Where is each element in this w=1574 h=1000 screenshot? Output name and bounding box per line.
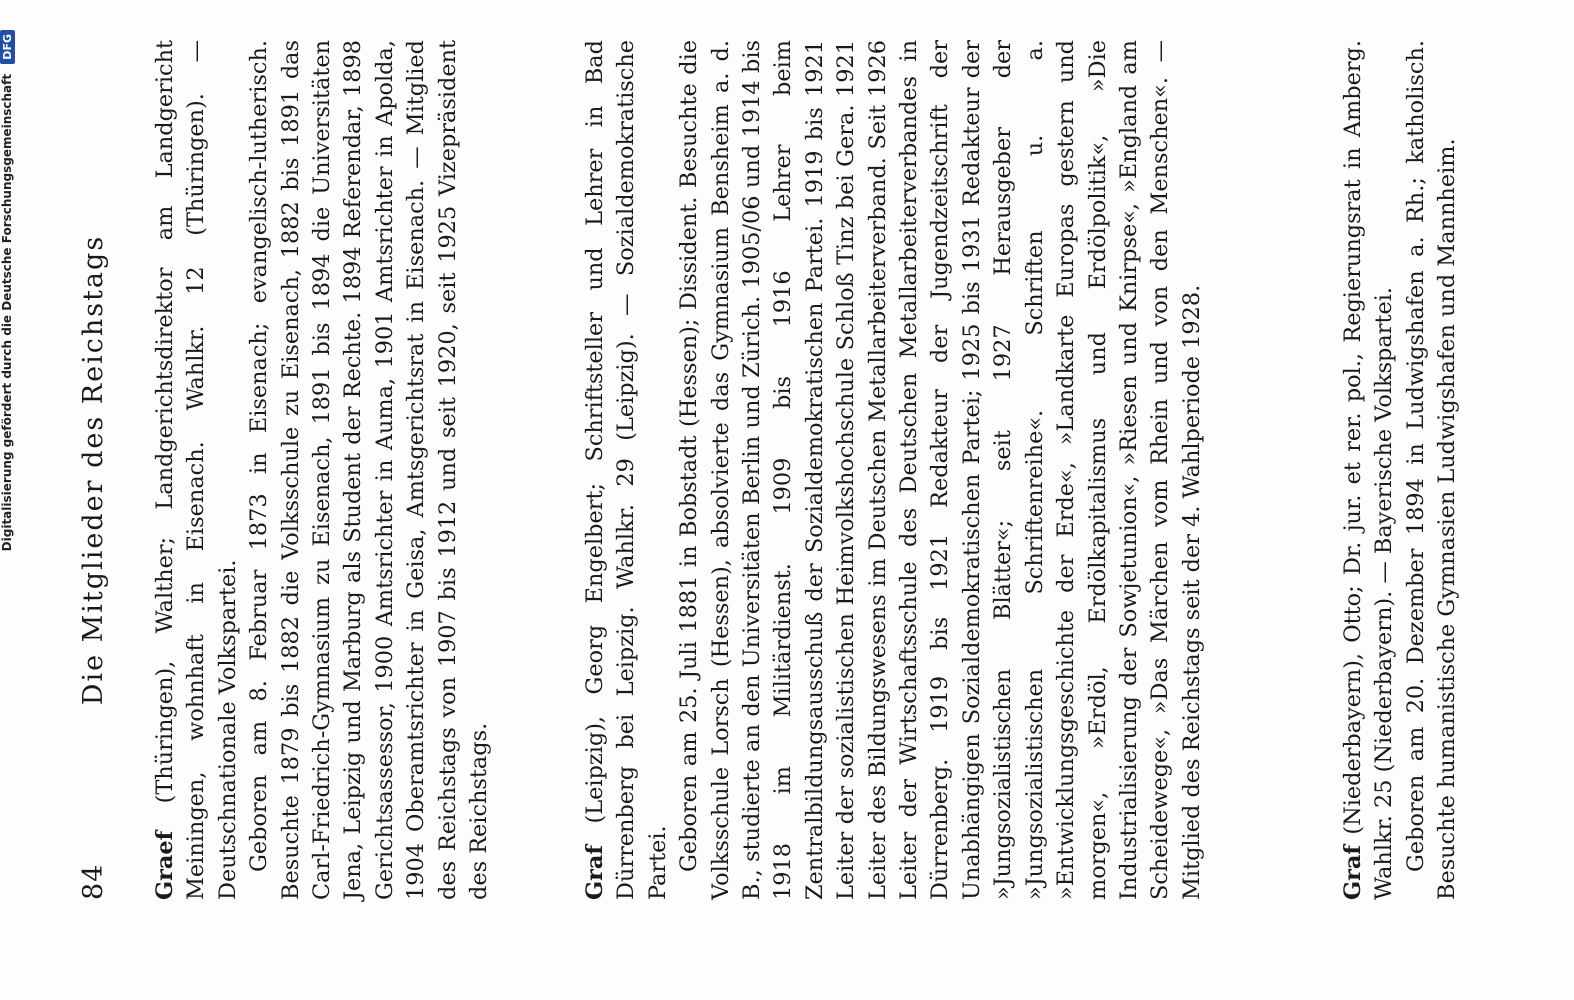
entry-header-text: (Leipzig), Georg Engelbert; Schriftsteller und Lehrer in Bad Dürrenberg bei Leipzig. Wahlkr. 29 (Leipzig). — Sozialdemokratische Partei.	[582, 40, 671, 900]
digitization-credit	[0, 30, 24, 930]
running-title: Die Mitglieder des Reichstags	[78, 234, 109, 706]
entry-header-text: (Thüringen), Walther; Landgerichtsdirektor am Landgericht Meiningen, wohnhaft in Eisenach. Wahlkr. 12 (Thüringen). — Deutschnationale Volkspartei.	[152, 40, 241, 900]
biography-entry	[150, 40, 495, 900]
entry-header	[150, 40, 244, 900]
entry-header	[580, 40, 674, 900]
credit-text: Digitalisierung gefördert durch die Deutsche Forschungsgemeinschaft	[0, 73, 14, 552]
entry-name: Graf	[582, 844, 608, 900]
page-header	[78, 40, 118, 900]
biography-entry	[580, 40, 1208, 900]
entry-body: Geboren am 25. Juli 1881 in Bobstadt (Hessen); Dissident. Besuchte die Volksschule Lorsch (Hessen), absolvierte das Gymnasium Bensheim a. d. B., studierte an den Universitäten Berlin und Zürich. 1905/06 und 1914 bis 1918 im Militärdienst. 1909 bis 1916 Lehrer beim Zentralbildungsausschuß der Sozialdemokratischen Partei. 1919 bis 1921 Leiter der sozialistischen Heimvolkshochschule Schloß Tinz bei Gera. 1921 Leiter des Bildungswesens im Deutschen Metallarbeiterverband. Seit 1926 Leiter der Wirtschaftsschule des Deutschen Metallarbeiterverbandes in Dürrenberg. 1919 bis 1921 Redakteur der Jugendzeitschrift der Unabhängigen Sozialdemokratischen Partei; 1925 bis 1931 Redakteur der »Jungsozialistischen Blätter«; seit 1927 Herausgeber der »Jungsozialistischen Schriftenreihe«. Schriften u. a. »Entwicklungsgeschichte der Erde«, »Landkarte Europas gestern und morgen«, »Erdöl, Erdölkapitalismus und Erdölpolitik«, »Die Industrialisierung der Sowjetunion«, »Riesen und Knirpse«, »England am Scheidewege«, »Das Märchen vom Rhein und von den Menschen«. — Mitglied des Reichstags seit der 4. Wahlperiode 1928.	[676, 40, 1205, 900]
entry-header	[1338, 40, 1401, 900]
dfg-logo: DFG	[0, 30, 15, 64]
entry-header-text: (Niederbayern), Otto; Dr. jur. et rer. pol., Regierungsrat in Amberg. Wahlkr. 25 (Niederbayern). — Bayerische Volkspartei.	[1340, 40, 1398, 900]
entry-name: Graef	[152, 830, 178, 900]
page-number: 84	[78, 863, 109, 900]
entry-name: Graf	[1340, 844, 1366, 900]
biography-entry	[1338, 40, 1464, 900]
entry-body: Geboren am 8. Februar 1873 in Eisenach; evangelisch-lutherisch. Besuchte 1879 bis 1882 die Volksschule zu Eisenach, 1882 bis 1891 das Carl-Friedrich-Gymnasium zu Eisenach, 1891 bis 1894 die Universitäten Jena, Leipzig und Marburg als Student der Rechte. 1894 Referendar, 1898 Gerichtsassessor, 1900 Amtsrichter in Auma, 1901 Amtsrichter in Apolda, 1904 Oberamtsrichter in Geisa, Amtsgerichtsrat in Eisenach. — Mitglied des Reichstags von 1907 bis 1912 und seit 1920, seit 1925 Vizepräsident des Reichstags.	[246, 40, 493, 900]
entry-body: Geboren am 20. Dezember 1894 in Ludwigshafen a. Rh.; katholisch. Besuchte humanistische Gymnasien Ludwigshafen und Mannheim.	[1402, 40, 1461, 900]
